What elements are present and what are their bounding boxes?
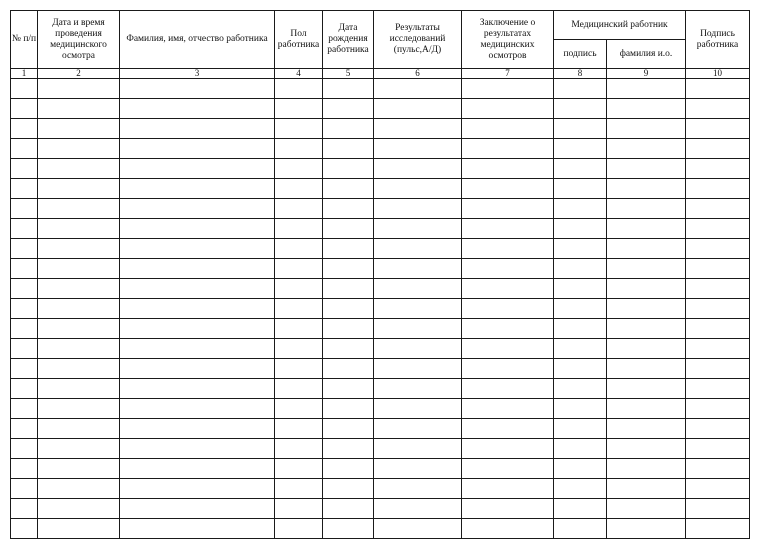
empty-cell [323, 379, 374, 399]
empty-cell [462, 219, 554, 239]
empty-cell [120, 159, 275, 179]
table-row [11, 379, 750, 399]
empty-cell [11, 219, 38, 239]
empty-cell [120, 439, 275, 459]
header-exam-datetime: Дата и время проведения медицинского осмотра [38, 11, 120, 69]
header-conclusion: Заключение о результатах медицинских осмотров [462, 11, 554, 69]
empty-cell [462, 299, 554, 319]
empty-cell [374, 499, 462, 519]
empty-cell [323, 519, 374, 539]
empty-cell [11, 239, 38, 259]
column-number: 6 [374, 69, 462, 79]
empty-cell [120, 139, 275, 159]
empty-cell [120, 499, 275, 519]
empty-cell [374, 199, 462, 219]
table-row [11, 139, 750, 159]
empty-cell [462, 379, 554, 399]
empty-cell [374, 479, 462, 499]
empty-cell [38, 499, 120, 519]
empty-cell [323, 139, 374, 159]
empty-cell [38, 299, 120, 319]
empty-cell [120, 279, 275, 299]
empty-cell [275, 499, 323, 519]
empty-cell [323, 339, 374, 359]
header-row-number: № п/п [11, 11, 38, 69]
empty-cell [374, 519, 462, 539]
empty-cell [607, 439, 686, 459]
empty-cell [38, 439, 120, 459]
table-row [11, 519, 750, 539]
empty-cell [686, 99, 750, 119]
empty-cell [11, 179, 38, 199]
empty-cell [275, 519, 323, 539]
header-medical-worker-group: Медицинский работник [554, 11, 686, 40]
empty-cell [323, 179, 374, 199]
empty-cell [554, 459, 607, 479]
empty-cell [275, 359, 323, 379]
empty-cell [686, 159, 750, 179]
table-row [11, 419, 750, 439]
empty-cell [275, 219, 323, 239]
empty-cell [686, 419, 750, 439]
empty-cell [554, 439, 607, 459]
empty-cell [607, 279, 686, 299]
empty-cell [686, 319, 750, 339]
empty-cell [686, 439, 750, 459]
empty-cell [554, 139, 607, 159]
table-row [11, 119, 750, 139]
empty-cell [462, 479, 554, 499]
empty-cell [462, 239, 554, 259]
empty-cell [462, 399, 554, 419]
empty-cell [11, 359, 38, 379]
empty-cell [462, 419, 554, 439]
empty-cell [554, 339, 607, 359]
table-row [11, 219, 750, 239]
empty-cell [38, 259, 120, 279]
empty-cell [38, 419, 120, 439]
empty-cell [11, 299, 38, 319]
table-row [11, 99, 750, 119]
empty-cell [275, 459, 323, 479]
empty-cell [686, 239, 750, 259]
table-row [11, 239, 750, 259]
empty-cell [607, 499, 686, 519]
empty-cell [120, 219, 275, 239]
table-row [11, 159, 750, 179]
empty-cell [38, 399, 120, 419]
table-row [11, 479, 750, 499]
empty-cell [374, 459, 462, 479]
empty-cell [323, 219, 374, 239]
table-row [11, 439, 750, 459]
empty-cell [374, 299, 462, 319]
empty-cell [38, 119, 120, 139]
empty-cell [120, 119, 275, 139]
empty-cell [38, 219, 120, 239]
header-full-name: Фамилия, имя, отчество работника [120, 11, 275, 69]
empty-cell [11, 459, 38, 479]
empty-cell [38, 279, 120, 299]
empty-cell [11, 79, 38, 99]
column-number: 3 [120, 69, 275, 79]
empty-cell [120, 79, 275, 99]
empty-cell [374, 239, 462, 259]
empty-cell [607, 199, 686, 219]
empty-cell [11, 479, 38, 499]
empty-cell [686, 279, 750, 299]
empty-cell [323, 479, 374, 499]
column-number: 2 [38, 69, 120, 79]
empty-cell [554, 399, 607, 419]
empty-cell [374, 159, 462, 179]
empty-cell [323, 279, 374, 299]
empty-cell [554, 99, 607, 119]
empty-cell [462, 199, 554, 219]
medical-exam-journal-table [10, 10, 750, 539]
table-row [11, 459, 750, 479]
empty-cell [120, 359, 275, 379]
empty-cell [38, 79, 120, 99]
empty-cell [607, 379, 686, 399]
empty-cell [374, 279, 462, 299]
empty-cell [686, 79, 750, 99]
empty-cell [374, 219, 462, 239]
empty-cell [120, 379, 275, 399]
empty-cell [607, 399, 686, 419]
empty-cell [462, 439, 554, 459]
empty-cell [607, 359, 686, 379]
empty-cell [11, 439, 38, 459]
column-number: 1 [11, 69, 38, 79]
column-number: 8 [554, 69, 607, 79]
journal-body [11, 79, 750, 539]
empty-cell [323, 499, 374, 519]
empty-cell [11, 259, 38, 279]
empty-cell [462, 499, 554, 519]
table-row [11, 399, 750, 419]
empty-cell [374, 439, 462, 459]
empty-cell [11, 339, 38, 359]
empty-cell [275, 299, 323, 319]
empty-cell [275, 99, 323, 119]
table-row [11, 339, 750, 359]
table-row [11, 499, 750, 519]
empty-cell [554, 179, 607, 199]
empty-cell [323, 159, 374, 179]
empty-cell [11, 379, 38, 399]
empty-cell [607, 259, 686, 279]
empty-cell [38, 199, 120, 219]
empty-cell [120, 199, 275, 219]
empty-cell [275, 179, 323, 199]
empty-cell [462, 259, 554, 279]
empty-cell [323, 199, 374, 219]
empty-cell [607, 159, 686, 179]
empty-cell [275, 339, 323, 359]
empty-cell [120, 459, 275, 479]
empty-cell [374, 419, 462, 439]
column-number: 10 [686, 69, 750, 79]
empty-cell [38, 359, 120, 379]
empty-cell [323, 119, 374, 139]
empty-cell [38, 139, 120, 159]
empty-cell [686, 139, 750, 159]
empty-cell [374, 179, 462, 199]
empty-cell [607, 79, 686, 99]
empty-cell [120, 339, 275, 359]
empty-cell [607, 179, 686, 199]
empty-cell [686, 379, 750, 399]
empty-cell [607, 139, 686, 159]
empty-cell [554, 159, 607, 179]
empty-cell [374, 79, 462, 99]
empty-cell [462, 279, 554, 299]
empty-cell [275, 319, 323, 339]
empty-cell [462, 99, 554, 119]
empty-cell [11, 279, 38, 299]
empty-cell [323, 399, 374, 419]
empty-cell [686, 459, 750, 479]
empty-cell [374, 359, 462, 379]
column-number: 4 [275, 69, 323, 79]
empty-cell [323, 419, 374, 439]
column-number: 9 [607, 69, 686, 79]
empty-cell [686, 519, 750, 539]
empty-cell [120, 419, 275, 439]
empty-cell [275, 239, 323, 259]
empty-cell [607, 299, 686, 319]
empty-cell [120, 519, 275, 539]
empty-cell [11, 499, 38, 519]
empty-cell [686, 259, 750, 279]
empty-cell [374, 339, 462, 359]
header-results: Результаты исследований (пульс,А/Д) [374, 11, 462, 69]
empty-cell [11, 199, 38, 219]
empty-cell [38, 239, 120, 259]
header-birth-date: Дата рождения работника [323, 11, 374, 69]
empty-cell [38, 179, 120, 199]
empty-cell [554, 299, 607, 319]
empty-cell [323, 299, 374, 319]
header-worker-signature: Подпись работника [686, 11, 750, 69]
empty-cell [323, 79, 374, 99]
empty-cell [275, 79, 323, 99]
table-row [11, 259, 750, 279]
empty-cell [686, 219, 750, 239]
empty-cell [275, 379, 323, 399]
empty-cell [38, 99, 120, 119]
empty-cell [607, 459, 686, 479]
empty-cell [686, 359, 750, 379]
empty-cell [11, 159, 38, 179]
empty-cell [38, 159, 120, 179]
empty-cell [607, 119, 686, 139]
table-row [11, 179, 750, 199]
empty-cell [120, 239, 275, 259]
empty-cell [374, 119, 462, 139]
empty-cell [374, 139, 462, 159]
empty-cell [554, 119, 607, 139]
empty-cell [275, 479, 323, 499]
empty-cell [38, 379, 120, 399]
empty-cell [686, 119, 750, 139]
empty-cell [554, 279, 607, 299]
empty-cell [554, 359, 607, 379]
empty-cell [462, 359, 554, 379]
empty-cell [275, 419, 323, 439]
empty-cell [686, 399, 750, 419]
empty-cell [275, 159, 323, 179]
empty-cell [686, 479, 750, 499]
header-row-top [11, 11, 750, 40]
empty-cell [554, 319, 607, 339]
empty-cell [686, 339, 750, 359]
table-row [11, 299, 750, 319]
empty-cell [275, 199, 323, 219]
empty-cell [554, 79, 607, 99]
empty-cell [323, 319, 374, 339]
empty-cell [686, 299, 750, 319]
empty-cell [462, 179, 554, 199]
header-medic-name: фамилия и.о. [607, 40, 686, 69]
empty-cell [607, 419, 686, 439]
empty-cell [374, 399, 462, 419]
empty-cell [120, 179, 275, 199]
column-number: 7 [462, 69, 554, 79]
empty-cell [607, 479, 686, 499]
empty-cell [323, 439, 374, 459]
empty-cell [374, 379, 462, 399]
empty-cell [374, 319, 462, 339]
table-row [11, 79, 750, 99]
table-row [11, 199, 750, 219]
empty-cell [686, 179, 750, 199]
header-medic-signature: подпись [554, 40, 607, 69]
empty-cell [462, 119, 554, 139]
empty-cell [275, 439, 323, 459]
empty-cell [11, 399, 38, 419]
empty-cell [120, 319, 275, 339]
empty-cell [554, 219, 607, 239]
empty-cell [275, 139, 323, 159]
empty-cell [462, 459, 554, 479]
empty-cell [554, 419, 607, 439]
empty-cell [607, 339, 686, 359]
empty-cell [554, 379, 607, 399]
empty-cell [323, 359, 374, 379]
empty-cell [323, 459, 374, 479]
empty-cell [686, 199, 750, 219]
empty-cell [120, 299, 275, 319]
empty-cell [120, 399, 275, 419]
empty-cell [38, 319, 120, 339]
empty-cell [120, 479, 275, 499]
empty-cell [120, 99, 275, 119]
empty-cell [554, 519, 607, 539]
empty-cell [11, 519, 38, 539]
empty-cell [607, 219, 686, 239]
table-row [11, 359, 750, 379]
empty-cell [323, 239, 374, 259]
empty-cell [275, 259, 323, 279]
empty-cell [462, 79, 554, 99]
empty-cell [38, 479, 120, 499]
empty-cell [462, 159, 554, 179]
column-number: 5 [323, 69, 374, 79]
empty-cell [554, 259, 607, 279]
empty-cell [462, 139, 554, 159]
empty-cell [11, 99, 38, 119]
empty-cell [323, 259, 374, 279]
empty-cell [323, 99, 374, 119]
empty-cell [11, 319, 38, 339]
empty-cell [554, 199, 607, 219]
empty-cell [11, 419, 38, 439]
empty-cell [38, 339, 120, 359]
empty-cell [38, 459, 120, 479]
empty-cell [462, 339, 554, 359]
empty-cell [607, 239, 686, 259]
empty-cell [120, 259, 275, 279]
table-row [11, 279, 750, 299]
empty-cell [554, 479, 607, 499]
empty-cell [275, 279, 323, 299]
empty-cell [462, 519, 554, 539]
empty-cell [554, 239, 607, 259]
empty-cell [686, 499, 750, 519]
empty-cell [11, 139, 38, 159]
table-row [11, 319, 750, 339]
empty-cell [275, 399, 323, 419]
empty-cell [374, 259, 462, 279]
column-number-row [11, 69, 750, 79]
empty-cell [554, 499, 607, 519]
empty-cell [374, 99, 462, 119]
empty-cell [275, 119, 323, 139]
empty-cell [11, 119, 38, 139]
empty-cell [607, 99, 686, 119]
empty-cell [607, 519, 686, 539]
empty-cell [462, 319, 554, 339]
header-sex: Пол работника [275, 11, 323, 69]
empty-cell [38, 519, 120, 539]
empty-cell [607, 319, 686, 339]
